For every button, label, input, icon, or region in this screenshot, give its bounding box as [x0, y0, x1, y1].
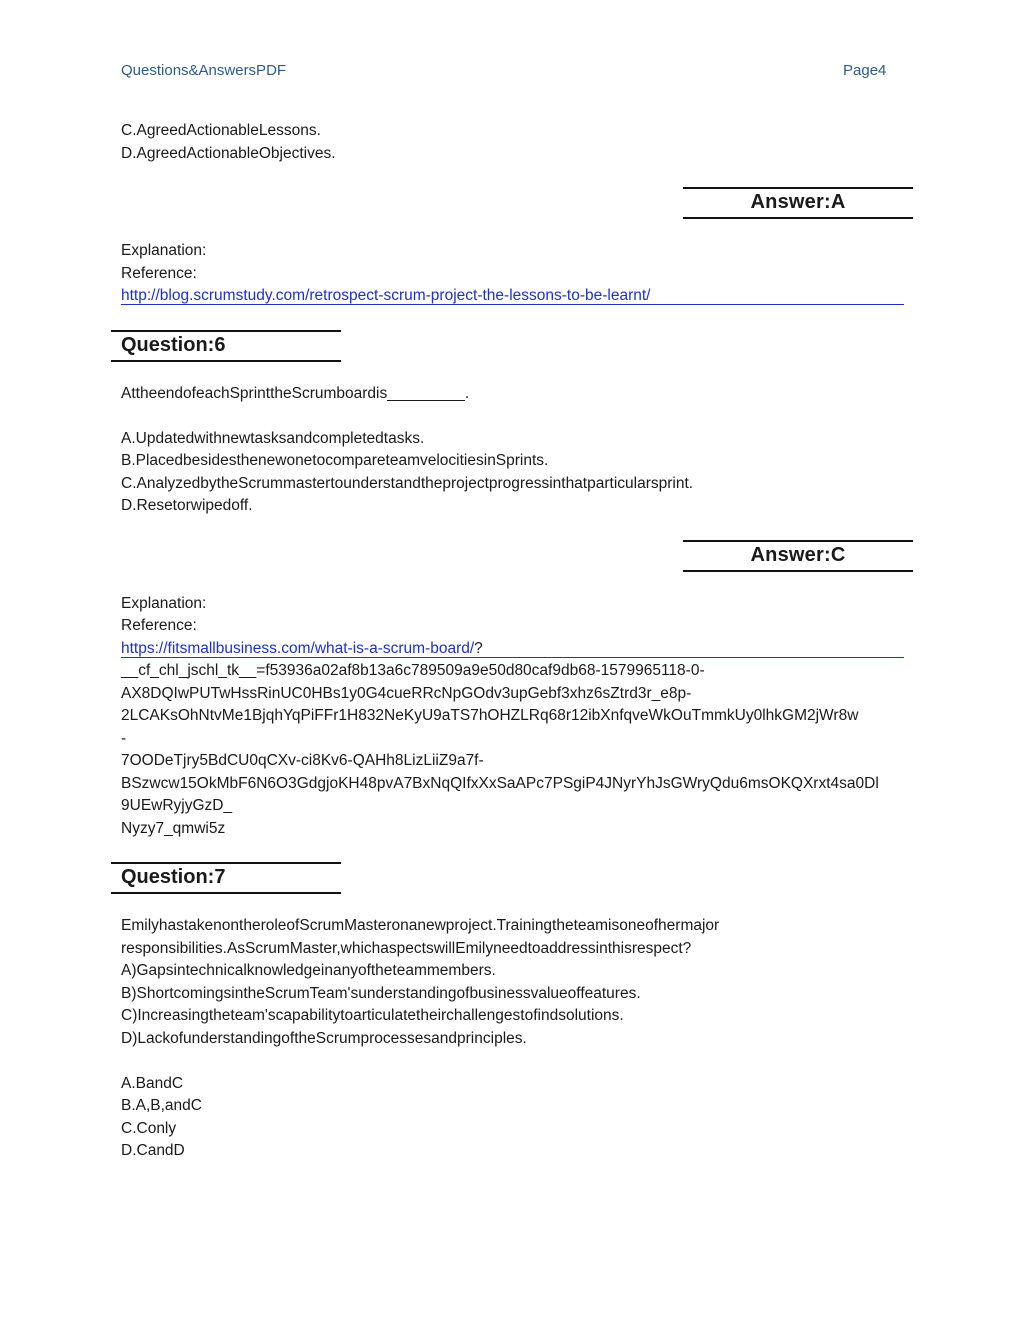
option-b: B.A,B,andC [121, 1097, 202, 1114]
question-title: Question:6 [121, 334, 226, 356]
reference-continuation-line: BSzwcw15OkMbF6N6O3GdgjoKH48pvA7BxNqQIfxXxSaAPc7PSgiP4JNyrYhJsGWryQdu6msOKQXrxt4sa0Dl [121, 775, 879, 792]
option-d: D.Resetorwipedoff. [121, 497, 253, 514]
reference-link-suffix: ? [474, 640, 483, 657]
reference-continuation-line: 9UEwRyjyGzD_ [121, 797, 233, 814]
reference-continuation-line: AX8DQIwPUTwHssRinUC0HBs1y0G4cueRRcNpGOdv3upGebf3xhz6sZtrd3r_e8p- [121, 685, 692, 702]
reference-label: Reference: [121, 617, 197, 634]
statement-d: D)LackofunderstandingoftheScrumprocessesandprinciples. [121, 1030, 527, 1047]
reference-continuation-line: 7OODeTjry5BdCU0qCXv-ci8Kv6-QAHh8LizLiiZ9a7f- [121, 752, 484, 769]
question-title: Question:7 [121, 866, 226, 888]
answer-label: Answer:A [750, 191, 846, 213]
option-a: A.BandC [121, 1075, 184, 1092]
option-a: A.Updatedwithnewtasksandcompletedtasks. [121, 430, 425, 447]
explanation-label: Explanation: [121, 595, 207, 612]
page-number: Page4 [843, 62, 887, 79]
statement-c: C)Increasingtheteam'scapabilitytoarticulatetheirchallengestofindsolutions. [121, 1007, 624, 1024]
option-c: C.AgreedActionableLessons. [121, 122, 321, 139]
answer-box [683, 187, 913, 219]
reference-link[interactable]: http://blog.scrumstudy.com/retrospect-scrum-project-the-lessons-to-be-learnt/ [121, 287, 651, 304]
reference-link-underline [121, 304, 904, 305]
answer-box [683, 540, 913, 572]
header-title: Questions&AnswersPDF [121, 62, 287, 79]
option-b: B.PlacedbesidesthenewonetocompareteamvelocitiesinSprints. [121, 452, 549, 469]
reference-continuation-line: Nyzy7_qmwi5z [121, 820, 226, 837]
reference-link-underline [121, 657, 904, 658]
option-c: C.Conly [121, 1120, 177, 1137]
reference-label: Reference: [121, 265, 197, 282]
question-text-line: responsibilities.AsScrumMaster,whichaspectswillEmilyneedtoaddressinthisrespect? [121, 940, 692, 957]
statement-a: A)Gapsintechnicalknowledgeinanyoftheteammembers. [121, 962, 496, 979]
question-heading [111, 330, 341, 362]
reference-link[interactable]: https://fitsmallbusiness.com/what-is-a-scrum-board/ [121, 640, 475, 657]
question-heading [111, 862, 341, 894]
reference-continuation-line: - [121, 730, 127, 747]
option-c: C.AnalyzedbytheScrummastertounderstandtheprojectprogressinthatparticularsprint. [121, 475, 694, 492]
question-text: AttheendofeachSprinttheScrumboardis_________. [121, 385, 470, 402]
statement-b: B)ShortcomingsintheScrumTeam'sunderstandingofbusinessvalueoffeatures. [121, 985, 641, 1002]
explanation-label: Explanation: [121, 242, 207, 259]
option-d: D.AgreedActionableObjectives. [121, 145, 336, 162]
answer-label: Answer:C [750, 544, 846, 566]
reference-continuation-line: __cf_chl_jschl_tk__=f53936a02af8b13a6c789509a9e50d80caf9db68-1579965118-0- [121, 662, 705, 679]
option-d: D.CandD [121, 1142, 185, 1159]
question-text-line: EmilyhastakenontheroleofScrumMasteronanewproject.Trainingtheteamisoneofhermajor [121, 917, 720, 934]
reference-continuation-line: 2LCAKsOhNtvMe1BjqhYqPiFFr1H832NeKyU9aTS7hOHZLRq68r12ibXnfqveWkOuTmmkUy0lhkGM2jWr8w [121, 707, 859, 724]
